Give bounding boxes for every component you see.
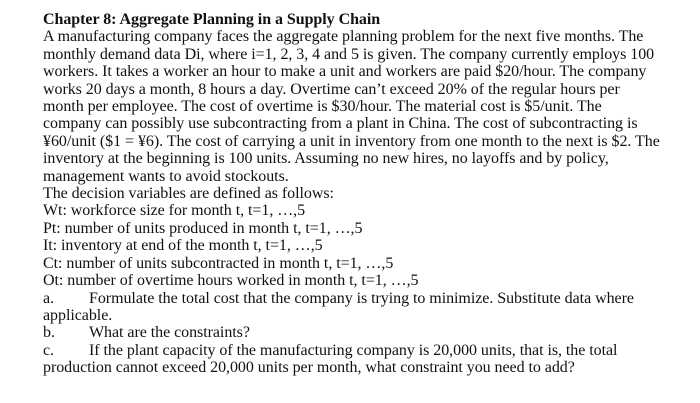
intro-line: inventory at the beginning is 100 units. Assuming no new hires, no layoffs and by policy, xyxy=(43,150,609,168)
question-text: If the plant capacity of the manufacturing company is 20,000 units, that is, the total xyxy=(89,341,618,359)
question-c xyxy=(43,342,688,377)
question-text: What are the constraints? xyxy=(89,324,250,342)
question-a xyxy=(43,290,688,325)
intro-line: works 20 days a month, 8 hours a day. Overtime can’t exceed 20% of the regular hours per xyxy=(43,80,620,98)
decision-variables-list xyxy=(43,202,688,289)
variable-definition: Wt: workforce size for month t, t=1, …,5 xyxy=(43,202,306,220)
question-label: b. xyxy=(43,324,55,342)
intro-line: workers. It takes a worker an hour to make a unit and workers are paid $20/hour. The company xyxy=(43,63,647,81)
variable-definition: It: inventory at end of the month t, t=1, …,5 xyxy=(43,237,323,255)
question-label: c. xyxy=(43,341,55,359)
intro-line: ¥60/unit ($1 = ¥6). The cost of carrying a unit in inventory from one month to the next is $2. The xyxy=(43,132,660,150)
variable-definition: Pt: number of units produced in month t, t=1, …,5 xyxy=(43,219,363,237)
question-text-continuation: applicable. xyxy=(43,306,113,324)
document xyxy=(43,11,688,377)
variable-definition: Ct: number of units subcontracted in month t, t=1, …,5 xyxy=(43,254,394,272)
question-text: Formulate the total cost that the company is trying to minimize. Substitute data where xyxy=(89,289,634,307)
intro-line: company can possibly use subcontracting from a plant in China. The cost of subcontracting is xyxy=(43,115,638,133)
intro-line: monthly demand data Di, where i=1, 2, 3, 4 and 5 is given. The company currently employs 100 xyxy=(43,45,655,63)
question-label: a. xyxy=(43,289,55,307)
problem-statement xyxy=(43,28,688,185)
intro-line: month per employee. The cost of overtime is $30/hour. The material cost is $5/unit. The xyxy=(43,98,602,116)
intro-line: A manufacturing company faces the aggregate planning problem for the next five months. The xyxy=(43,28,644,46)
variable-definition: Ot: number of overtime hours worked in month t, t=1, …,5 xyxy=(43,272,419,290)
chapter-title: Chapter 8: Aggregate Planning in a Supply Chain xyxy=(43,11,381,28)
question-text-continuation: production cannot exceed 20,000 units per month, what constraint you need to add? xyxy=(43,359,575,377)
intro-line: management wants to avoid stockouts. xyxy=(43,167,289,185)
question-b xyxy=(43,324,688,341)
decision-variables-intro: The decision variables are defined as follows: xyxy=(43,185,334,203)
